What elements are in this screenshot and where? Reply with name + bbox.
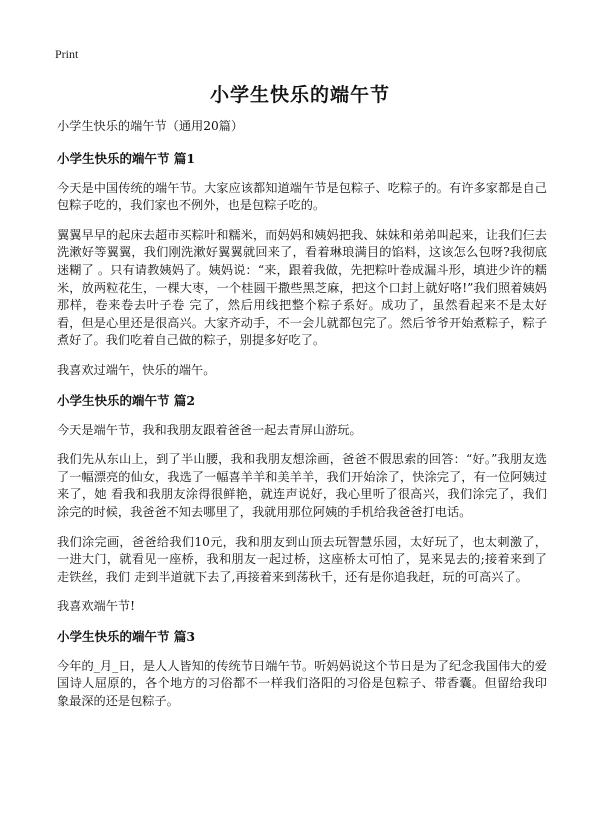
article-body [57,118,547,723]
paragraph: 我们先从东山上，到了半山腰，我和我朋友想涂画，爸爸不假思索的回答：“好。”我朋友选了一幅漂亮的仙女，我选了一幅喜羊羊和美羊羊，我们开始涂了，快涂完了，有一位阿姨过来了，她 看我和我朋友涂得很鲜艳，就连声说好，我心里听了很高兴，我们涂完了，我们涂完的时候，我爸爸不知去哪里了，我就用那位阿姨的手机给我爸爸打电话。 [57,452,547,519]
paragraph: 今天是端午节，我和我朋友跟着爸爸一起去青屏山游玩。 [57,422,362,437]
paragraph: 今年的_月_日，是人人皆知的传统节日端午节。听妈妈说这个节日是为了纪念我国伟大的爱国诗人屈原的，各个地方的习俗都不一样我们洛阳的习俗是包粽子、带香囊。但留给我印 象最深的还是包粽子。 [57,658,547,709]
paragraph: 翼翼早早的起床去超市买粽叶和糯米，而妈妈和姨妈把我、妹妹和弟弟叫起来，让我们仨去洗漱好等翼翼，我们刚洗漱好翼翼就回来了，看着琳琅满目的馅料，这该怎么包呀?我彻底迷糊了 。只有请教姨妈了。姨妈说：“来，跟着我做，先把粽叶卷成漏斗形，填进少许的糯米，放两粒花生，一棵大枣，一个桂圆干撒些黑芝麻，把这个口封上就好咯!”我们照着姨妈那样，卷来卷去叶子卷 完了，然后用线把整个粽子系好。成功了，虽然看起来不是太好看，但是心里还是很高兴。大家齐动手，不一会儿就都包完了。然后爷爷开始煮粽子，粽子煮好了。我们吃着自己做的粽子，别提多好吃了。 [57,227,547,348]
paragraph: 我们涂完画，爸爸给我们10元，我和朋友到山顶去玩智慧乐园，太好玩了，也太刺激了，一进大门，就看见一座桥，我和朋友一起过桥，这座桥太可怕了，晃来晃去的;接着来到了走铁丝，我们 走到半道就下去了,再接着来到荡秋千，还有是你追我赶，玩的可高兴了。 [57,534,547,584]
section-heading: 小学生快乐的端午节 篇2 [57,392,196,408]
article-subtitle: 小学生快乐的端午节（通用20篇） [57,119,244,133]
paragraph: 我喜欢端午节! [57,599,136,614]
page-title: 小学生快乐的端午节 [209,84,390,106]
section-heading: 小学生快乐的端午节 篇3 [57,628,196,644]
paragraph: 我喜欢过端午，快乐的端午。 [57,362,216,377]
print-label: Print [55,47,79,61]
section-heading: 小学生快乐的端午节 篇1 [57,150,196,166]
paragraph: 今天是中国传统的端午节。大家应该都知道端午节是包粽子、吃粽子的。有许多家都是自己包粽子吃的，我们家也不例外，也是包粽子吃的。 [57,180,547,213]
